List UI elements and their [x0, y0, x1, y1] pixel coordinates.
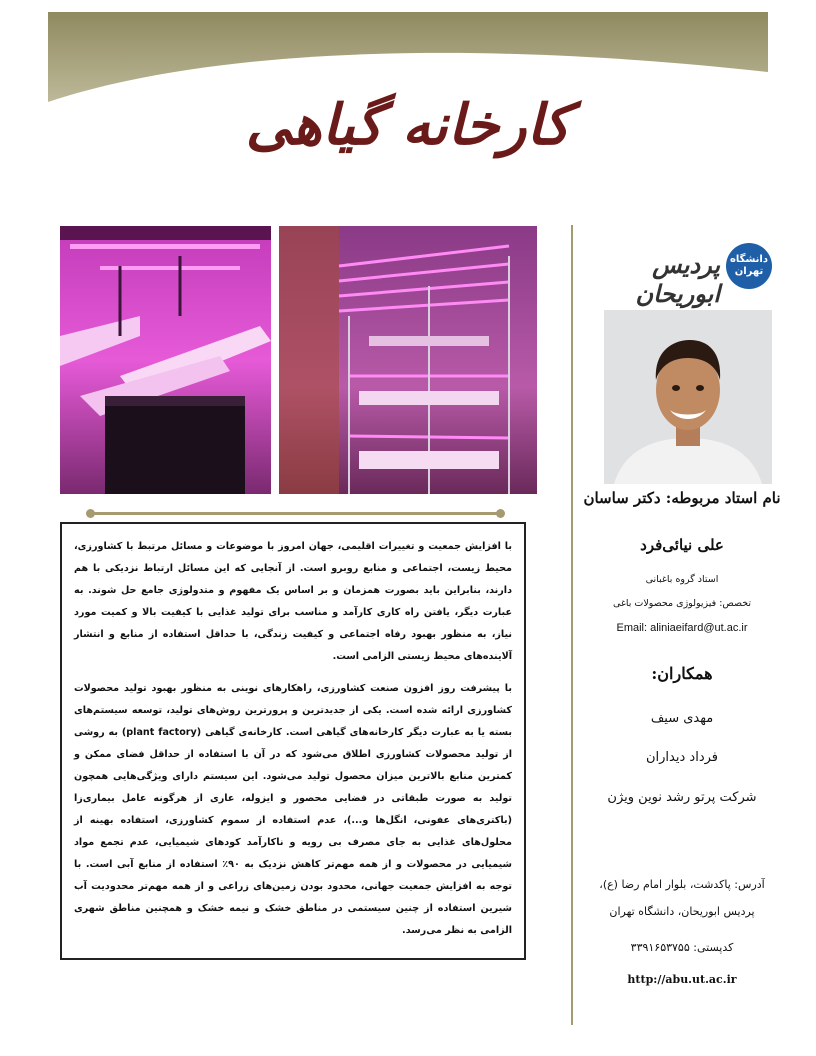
body-paragraph-1: با افزایش جمعیت و تغییرات اقلیمی، جهان امروز با موضوعات و مسائل مرتبط با کشاورزی، محیط زیست، اجتماعی و منابع روبرو است. از آنجایی که این مسائل ارتباط نزدیکی با هم دارند، بنابراین باید بصورت همزمان و بر اساس یک مفهوم و متدولوژی جامع حل شوند. به عبارت دیگر، یافتن راه کاری کارآمد و مناسب برای تولید غذایی با کیفیت بالا و کمیت مورد نیاز، به منظور بهبود رفاه اجتماعی و کیفیت زندگی، با حداقل استفاده از منابع و انتشار آلاینده‌های محیط زیستی الزامی است.: [74, 541, 512, 662]
campus-logo-text: پردیس ابوریحان: [635, 250, 720, 308]
collaborators-heading: همکاران:: [651, 664, 713, 683]
university-seal-icon: [726, 243, 772, 289]
collaborator-item: شرکت پرتو رشد نوین ویژن: [607, 790, 757, 805]
body-paragraph-2: با پیشرفت روز افزون صنعت کشاورزی، راهکارهای نوینی به منظور بهبود تولید محصولات کشاورزی ارائه شده است. یکی از جدیدترین و پرورترین روش‌های تولید، توسعه سیستم‌های بسته یا به عبارت دیگر کارخانه‌های گیاهی است. کارخانه‌ی گیاهی (plant factory) به روشی از تولید محصولات کشاورزی اطلاق می‌شود که در آن با استفاده از حداقل فضای ممکن و کمترین منابع بالاترین میزان محصول تولید می‌شود. این سیستم دارای ویژگی‌هایی همچون تولید به صورت طبقاتی در فضایی محصور و ایزوله، عاری از هرگونه عامل بیماری‌زا (باکتری‌های عفونی، انگل‌ها و...)، عدم استفاده از سموم کشاورزی، استفاده بهینه از محلول‌های غذایی به جای مصرف بی رویه و ناکارآمد کودهای شیمیایی، عدم تجمع مواد شیمیایی در محصولات و از همه مهم‌تر کاهش نزدیک به ۹۰٪ استفاده از منابع آبی است. با توجه به افزایش جمعیت جهانی، محدود بودن زمین‌های زراعی و از همه مهم‌تر محدودیت آب شیرین استفاده از چنین سیستمی در مناطق خشک و نیمه خشک و همچنین مناطق شهری الزامی به نظر می‌رسد.: [74, 683, 512, 936]
supervisor-email[interactable]: Email: aliniaeifard@ut.ac.ir: [616, 622, 748, 634]
collaborator-item: مهدی سیف: [650, 711, 714, 726]
supervisor-portrait: [604, 310, 772, 484]
plant-factory-photo-right: [279, 226, 537, 494]
plant-factory-photo-left: [60, 226, 271, 494]
website-link[interactable]: http://abu.ut.ac.ir: [627, 973, 737, 986]
postal-code: کدپستی: ۳۳۹۱۶۵۳۷۵۵: [630, 941, 734, 954]
divider-dot-right: [496, 509, 505, 518]
seal-text: دانشگاه تهران: [730, 254, 768, 277]
supervisor-role: استاد گروه باغبانی: [645, 574, 719, 585]
body-text-box: [60, 522, 526, 960]
supervisor-specialty: تخصص: فیزیولوژی محصولات باغی: [612, 598, 752, 609]
divider-dot-left: [86, 509, 95, 518]
horizontal-divider: [88, 512, 500, 515]
supervisor-name: علی نیائی‌فرد: [640, 536, 724, 554]
address-line-2: پردیس ابوریحان، دانشگاه تهران: [609, 905, 755, 918]
vertical-divider: [571, 225, 573, 1025]
page-title: کارخانه گیاهی: [245, 92, 571, 158]
collaborator-item: فرداد دیداران: [646, 750, 718, 765]
supervisor-title: نام استاد مربوطه: دکتر ساسان: [583, 489, 781, 507]
address-line-1: آدرس: پاکدشت، بلوار امام رضا (ع)،: [599, 878, 765, 891]
